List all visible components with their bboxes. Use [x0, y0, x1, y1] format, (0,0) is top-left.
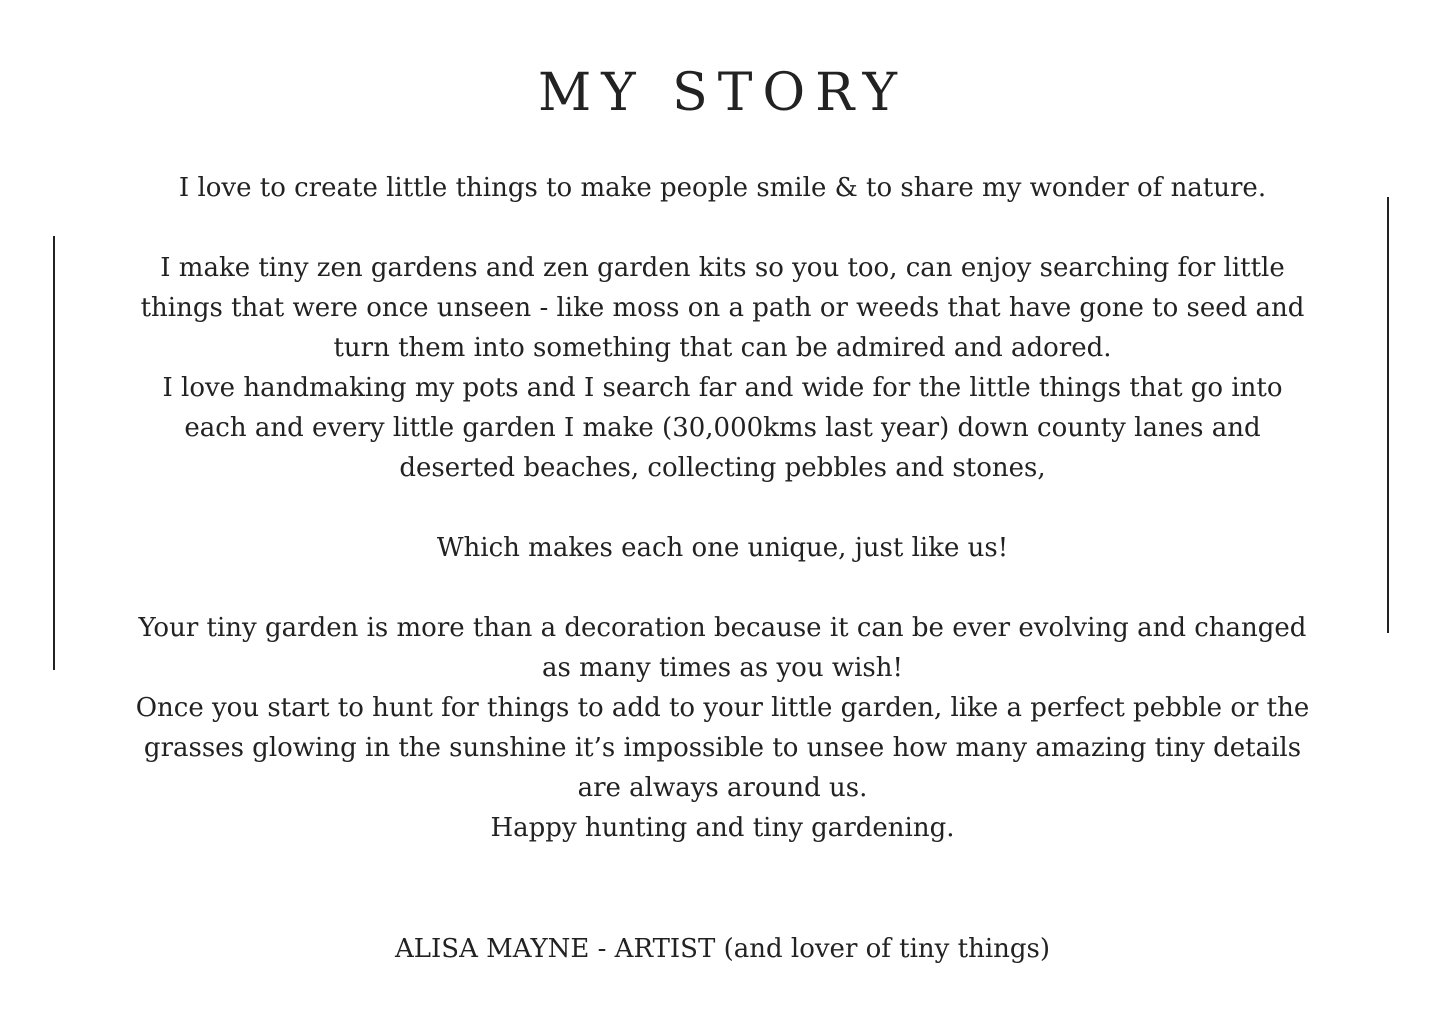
page-title: MY STORY: [538, 63, 907, 123]
left-vertical-rule: [53, 236, 55, 670]
right-vertical-rule: [1387, 197, 1389, 633]
gardens-paragraph: I make tiny zen gardens and zen garden kits so you too, can enjoy searching for little things that were once unseen - like moss on a path or weeds that have gone to seed and turn them into something that can be admired and adored. I love handmaking my pots and I search far and wide for the little things that go into each and every little garden I make (30,000kms last year) down county lanes and deserted beaches, collecting pebbles and stones,: [140, 253, 1305, 483]
intro-paragraph: I love to create little things to make people smile & to share my wonder of nature.: [178, 173, 1267, 203]
artist-signature: ALISA MAYNE - ARTIST (and lover of tiny things): [394, 934, 1051, 964]
paragraph-spacer: [60, 568, 1385, 608]
story-body: [60, 168, 1385, 848]
paragraph-spacer: [60, 208, 1385, 248]
tiny-garden-paragraph: Your tiny garden is more than a decoration because it can be ever evolving and changed as many times as you wish! Once you start to hunt for things to add to your little garden, like a perfect pebble or the grasses glowing in the sunshine it’s impossible to unsee how many amazing tiny details are always around us. Happy hunting and tiny gardening.: [135, 613, 1310, 843]
unique-paragraph: Which makes each one unique, just like us!: [436, 533, 1009, 563]
paragraph-spacer: [60, 488, 1385, 528]
